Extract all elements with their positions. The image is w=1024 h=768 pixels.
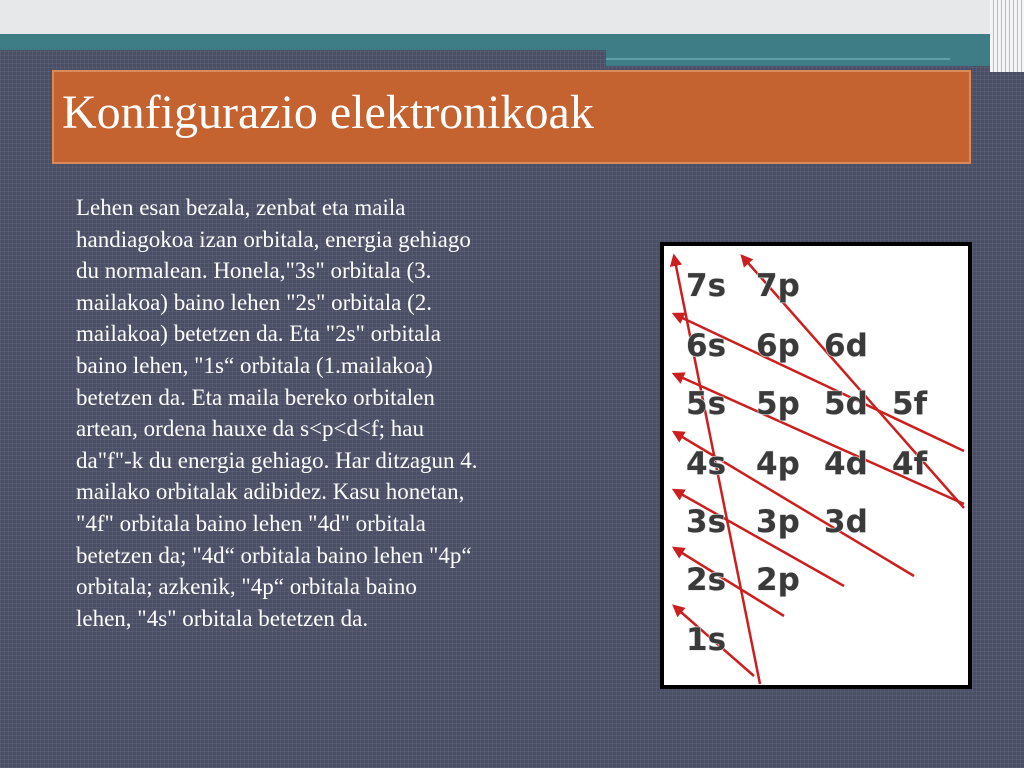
orbital-label: 6d (824, 328, 868, 364)
aufbau-diagram (660, 242, 972, 689)
orbital-filling-diagram (664, 246, 968, 685)
paragraph-line: da"f"-k du energia gehiago. Har ditzagun 4. (76, 447, 478, 473)
orbital-label: 1s (686, 622, 727, 658)
orbital-label: 5d (824, 386, 868, 422)
orbital-label: 6p (756, 328, 800, 364)
top-band (0, 0, 1024, 34)
orbital-label: 2p (756, 562, 800, 598)
paragraph-line: betetzen da. Eta maila bereko orbitalen (76, 384, 435, 410)
orbital-label: 4s (686, 446, 727, 482)
paragraph-line: mailako orbitalak adibidez. Kasu honetan, (76, 479, 465, 505)
paragraph-line: lehen, "4s" orbitala betetzen da. (76, 605, 369, 631)
orbital-label: 6s (686, 328, 727, 364)
orbital-label: 3s (686, 504, 727, 540)
body-paragraph (76, 192, 636, 634)
orbital-label: 5f (892, 386, 928, 422)
paragraph-line: handiagokoa izan orbitala, energia gehiago (76, 226, 471, 252)
paragraph-line: artean, ordena hauxe da s<p<d<f; hau (76, 416, 424, 442)
orbital-label: 7p (756, 268, 800, 304)
paragraph-line: du normalean. Honela,"3s" orbitala (3. (76, 258, 432, 284)
paragraph-line: betetzen da; "4d“ orbitala baino lehen "4p“ (76, 542, 472, 568)
orbital-label: 5s (686, 386, 727, 422)
orbital-label: 3d (824, 504, 868, 540)
paragraph-line: "4f" orbitala baino lehen "4d" orbitala (76, 510, 426, 536)
slide-title: Konfigurazio elektronikoak (62, 86, 594, 139)
accent-line (606, 58, 950, 60)
paragraph-line: baino lehen, "1s“ orbitala (1.mailakoa) (76, 352, 433, 378)
orbital-label: 5p (756, 386, 800, 422)
orbital-label: 7s (686, 268, 727, 304)
decorative-edge-lines (990, 0, 1024, 72)
orbital-label: 4p (756, 446, 800, 482)
paragraph-line: mailakoa) betetzen da. Eta "2s" orbitala (76, 321, 441, 347)
orbital-label: 3p (756, 504, 800, 540)
accent-band (0, 34, 1024, 50)
orbital-label: 2s (686, 562, 727, 598)
orbital-label: 4f (892, 446, 928, 482)
paragraph-line: orbitala; azkenik, "4p“ orbitala baino (76, 574, 417, 600)
paragraph-line: mailakoa) baino lehen "2s" orbitala (2. (76, 289, 432, 315)
paragraph-line: Lehen esan bezala, zenbat eta maila (76, 195, 406, 220)
orbital-label: 4d (824, 446, 868, 482)
